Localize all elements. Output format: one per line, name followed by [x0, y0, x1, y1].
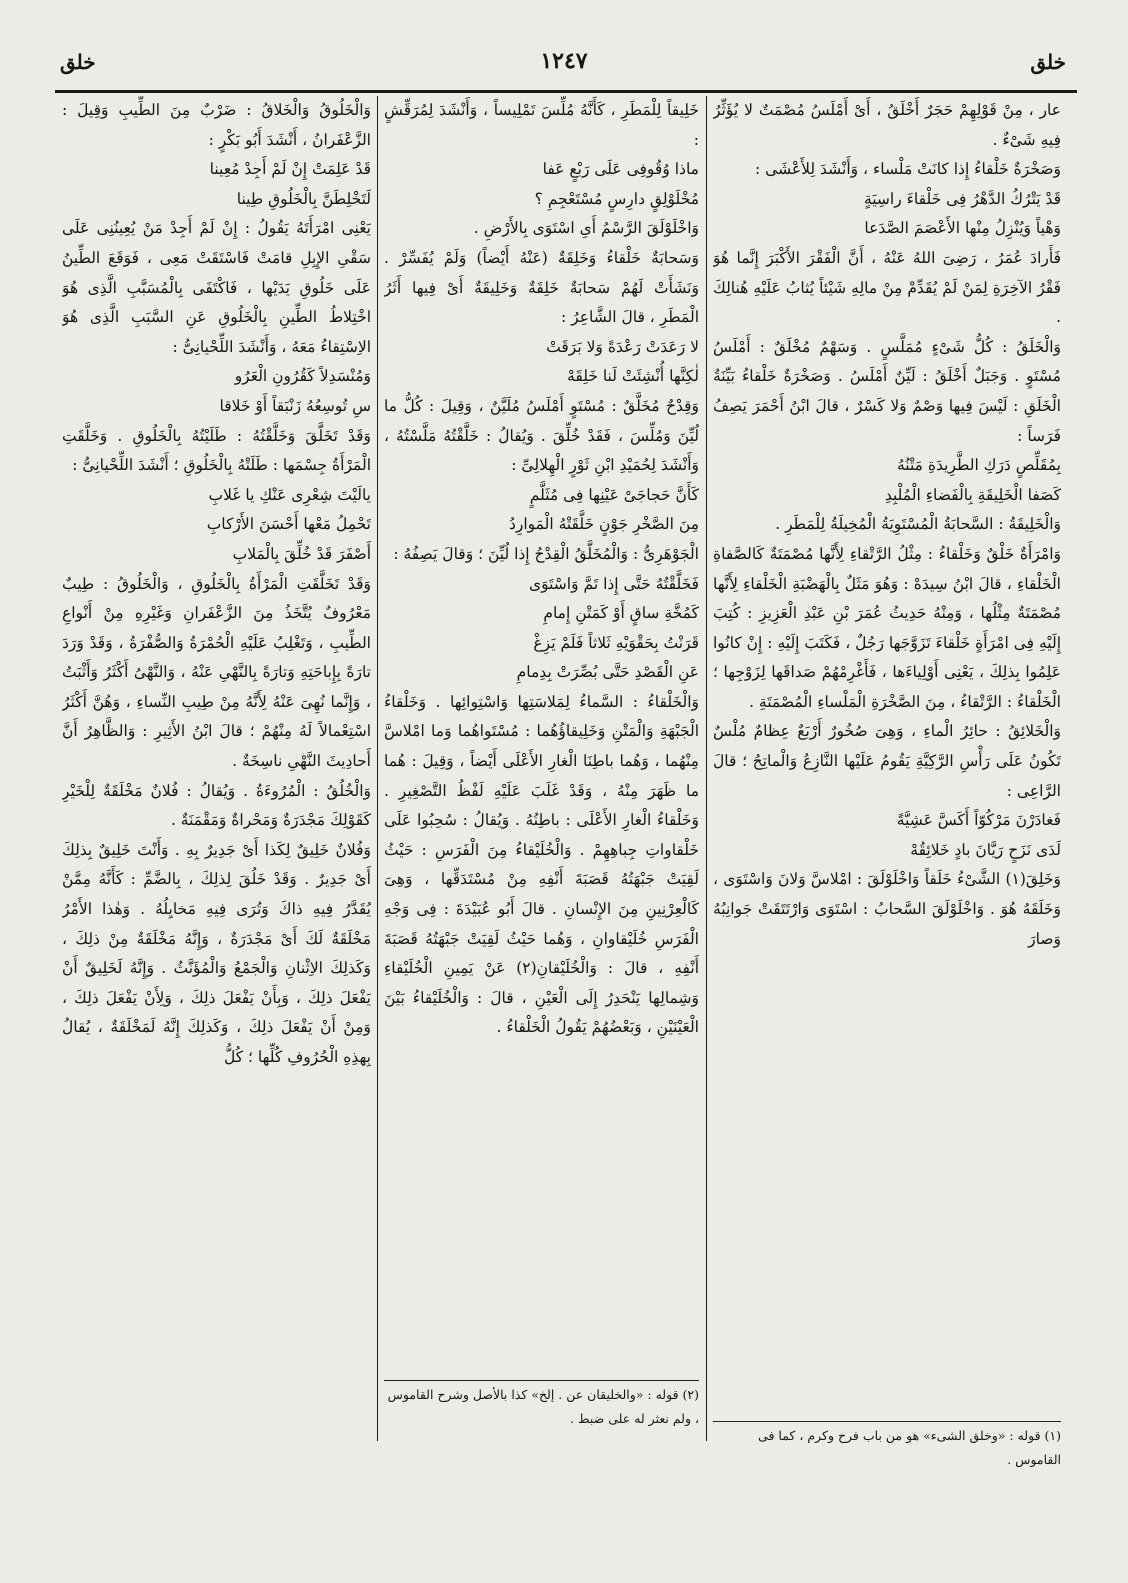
- text-line: وَقَدْ تَخَلَّقَ وَخَلَّقْتُهُ : طَلَيْتُهُ بِالْخَلُوقِ . وَخَلَّقَتِ الْمَرْأَةُ جِسْمَها : طَلَتْهُ بِالْخَلُوقِ ؛ أَنْشَدَ اللِّحْيانِىُّ :: [62, 426, 371, 475]
- text-line: قَدْ عَلِمَتْ إِنْ لَمْ أَجِدْ مُعِينا: [209, 160, 371, 179]
- text-line: يَعْنِى امْرَأَتَهُ يَقُولُ : إِنْ لَمْ أَجِدْ مَنْ يُعِينُنِى عَلَى سَقْىِ الإِبِلِ قامَتْ فَاسْتَقَتْ مَعِى ، فَوَقَعَ الطِّينُ عَلَى خَلُوقِ يَدَيْها ، فَاكْتَفَى بِالْمُسَبَّبِ الَّذِى هُوَ اخْتِلاطُ الطِّينِ بِالْخَلُوقِ عَنِ السَّبَبِ الَّذِى هُوَ الاِسْتِقاءُ مَعَهُ ، وَأَنْشَدَ اللِّحْيانِىُّ :: [62, 219, 371, 356]
- text-line: كَأَنَّ حَجاجَىْ عَيْنِها فِى مُثَلَّمٍ: [529, 485, 699, 504]
- text-line: لَدَى نَزَحٍ رَيَّانَ بادٍ خَلائِقُهْ: [910, 840, 1061, 859]
- footnote-middle: (٢) قوله : «والخليقان عن . إلخ» كذا بالأصل وشرح القاموس ، ولم نعثر له على ضبط .: [387, 1387, 699, 1426]
- text-line: وَمُنْسَدِلاً كَقُرُونِ الْعَرُو: [234, 367, 371, 386]
- headword-right: خلق: [1030, 50, 1066, 74]
- text-line: قَرَنْتُ بِحَقْوَيْهِ ثَلاثاً فَلَمْ يَزِغْ: [533, 633, 699, 652]
- text-line: أَصْفَرَ قَدْ خُلِّقَ بِالْمَلابِ: [232, 544, 371, 563]
- headword-left: خلق: [60, 50, 96, 74]
- text-line: وَسَحابَةٌ خَلْقاءُ وَخَلِقَةٌ (عَنْهُ أَيْضاً) وَلَمْ يُفَسِّرْ . وَنَشَأَتْ لَهُمْ سَحابَةٌ خَلِقَةٌ وَخَلِيقَةٌ أَىْ فِيها أَثَرُ الْمَطَرِ ، قالَ الشَّاعِرُ :: [384, 248, 699, 327]
- text-line: وَقَدْ تَخَلَّقَتِ الْمَرْأَةُ بِالْخَلُوقِ ، وَالْخَلُوقُ : طِيبٌ مَعْرُوفٌ يُتَّخَذُ مِنَ الزَّعْفَرانِ وَغَيْرِهِ مِنْ أَنْواعِ الطِّيبِ ، وَتَغْلِبُ عَلَيْهِ الْحُمْرَةُ وَالصُّفْرَةُ ، وَقَدْ وَرَدَ تارَةً بِإِباحَتِهِ وَتارَةً بِالنَّهْىِ عَنْهُ ، وَالنَّهْىُ أَكْثَرُ وَأَثْبَتُ ، وَإِنَّما نُهِىَ عَنْهُ لِأَنَّهُ مِنْ طِيبِ النِّساءِ ، وَهُنَّ أَكْثَرُ اسْتِعْمالاً لَهُ مِنْهُمْ ؛ قالَ ابْنُ الأَثِيرِ : وَالظَّاهِرُ أَنَّ أَحادِيثَ النَّهْىِ ناسِخَةٌ .: [62, 574, 371, 771]
- text-line: عار ، مِنْ قَوْلِهِمْ حَجَرٌ أَخْلَقُ ، أَىْ أَمْلَسُ مُصْمَتٌ لا يُؤَثِّرُ فِيهِ شَىْءٌ .: [713, 101, 1061, 149]
- text-line: ماذا وُقُوفِى عَلَى رَبْعٍ عَفا: [542, 160, 699, 179]
- text-line: وَالْخَلَقُ : كُلُّ شَىْءٍ مُمَلَّسٍ . وَسَهْمٌ مُخْلَقٌ : أَمْلَسُ مُسْتَوٍ . وَجَبَلٌ أَخْلَقُ : لَيِّنٌ أَمْلَسُ . وَصَخْرَةٌ خَلْقاءُ بَيِّنَةُ الْخَلَقِ : لَيْسَ فِيها وَصْمٌ وَلا كَسْرٌ ، قالَ ابْنُ أَحْمَرَ يَصِفُ فَرَساً :: [713, 337, 1061, 445]
- text-line: وَصَخْرَةٌ خَلْقاءُ إِذا كانَتْ مَلْساء ، وَأَنْشَدَ لِلأَعْشَى :: [755, 160, 1061, 179]
- page-number: ١٢٤٧: [540, 48, 588, 74]
- column-left: [62, 96, 371, 1566]
- text-line: سِ تُوسِعُهُ زَنْبَقاً أَوْ خَلاقا: [219, 396, 371, 415]
- text-line: فَغادَرْنَ مَرْكُوّاً أَكَسَّ عَشِيَّةً: [896, 811, 1061, 830]
- text-line: لا رَعَدَتْ رَعْدَةً وَلا بَرَقَتْ: [546, 337, 699, 356]
- footnote-rule: [384, 1380, 699, 1381]
- footnote-right: (١) قوله : «وخلق الشىء» هو من باب فرح وكرم ، كما فى القاموس .: [758, 1428, 1061, 1467]
- text-line: وَالْخُلُقُ : الْمُرُوءَةُ . وَيُقالُ : فُلانٌ مَخْلَقَةٌ لِلْخَيْرِ كَقَوْلِكَ مَجْدَرَةٌ وَمَحْراةٌ وَمَقْمَنَةٌ .: [62, 781, 371, 830]
- text-line: عَنِ الْقَصْدِ حَتَّى بُصِّرَتْ بِدِمامِ: [516, 663, 699, 682]
- text-line: كَمُخَّةِ ساقٍ أَوْ كَمَتْنِ إِمامِ: [543, 604, 699, 623]
- text-line: تَحْمِلُ مَعْها أَحْسَنَ الأَرْكابِ: [206, 515, 371, 534]
- column-divider: [706, 96, 707, 1441]
- footnote-rule: [713, 1421, 1061, 1422]
- text-line: لَتَخْلِطَنَّ بِالْخَلُوقِ طِينا: [236, 189, 371, 208]
- column-divider: [377, 96, 378, 1441]
- text-line: مِنَ الصَّخْرِ جَوْنٍ خَلَّقَتْهُ الْمَوارِدُ: [508, 515, 699, 534]
- text-line: خَلِيقاً لِلْمَطَرِ ، كَأَنَّهُ مُلِّسَ تَمْلِيساً ، وَأَنْشَدَ لِمُرَقِّشٍ :: [384, 101, 699, 149]
- text-line: بِمُقَلِّصٍ دَرَكِ الطَّرِيدَةِ مَتْنُهُ: [896, 456, 1061, 475]
- text-line: مُخْلَوْلِقٍ دارِسٍ مُسْتَعْجِمِ ؟: [534, 189, 699, 208]
- header-rule: [55, 90, 1077, 93]
- text-line: فَخَلَّقْتُهُ حَتَّى إِذا تَمَّ وَاسْتَوَى: [528, 574, 699, 593]
- text-line: وَامْرَأَةٌ خَلْقٌ وَخَلْقاءُ : مِثْلُ الرَّتْقاءِ لِأَنَّها مُصْمَتَةٌ كَالصَّفاةِ الْخَلْقاءِ ، قالَ ابْنُ سِيدَهْ : وَهُوَ مَثَلٌ بِالْهَضْبَةِ الْخَلْقاءِ لِأَنَّها مُصْمَتَةٌ مِثْلُها ، وَمِنْهُ حَدِيثُ عُمَرَ بْنِ عَبْدِ الْعَزِيزِ : كُتِبَ إِلَيْهِ فِى امْرَأَةٍ خَلْقاءَ تَزَوَّجَها رَجُلٌ ، فَكَتَبَ إِلَيْهِ : إِنْ كانُوا عَلِمُوا بِذلِكَ ، يَعْنِى أَوْلِياءَها ، فَأَغْرِمْهُمْ صَداقَها لِزَوْجِها ؛ الْخَلْقاءُ : الرَّتْقاءُ ، مِنَ الصَّخْرَةِ الْمَلْساءِ الْمُصْمَتَةِ .: [713, 544, 1061, 711]
- text-line: وَفُلانٌ خَلِيقٌ لِكَذا أَىْ جَدِيرٌ بِهِ . وَأَنْتَ خَلِيقٌ بِذلِكَ أَىْ جَدِيرٌ . وَقَدْ خَلُقَ لِذلِكَ ، بِالضَّمِّ : كَأَنَّهُ مِمَّنْ يُقَدَّرُ فِيهِ ذاكَ وَتُرَى فِيهِ مَخايِلُهُ . وَهٰذا الأَمْرُ مَخْلَقَةٌ لَكَ أَىْ مَجْدَرَةٌ ، وَإِنَّهُ مَخْلَقَةٌ مِنْ ذلِكَ ، وَكَذلِكَ الاِثْنانِ وَالْجَمْعُ وَالْمُؤَنَّثُ . وَإِنَّهُ لَخَلِيقٌ أَنْ يَفْعَلَ ذلِكَ ، وَبِأَنْ يَفْعَلَ ذلِكَ ، وَلِأَنْ يَفْعَلَ ذلِكَ ، وَمِنْ أَنْ يَفْعَلَ ذلِكَ ، وَكَذلِكَ إِنَّهُ لَمَخْلَقَةٌ ، يُقالُ بِهذِهِ الْحُرُوفِ كُلِّها ؛ كُلُّ: [62, 840, 371, 1066]
- text-line: وَقِدْحٌ مُخَلَّقٌ : مُسْتَوٍ أَمْلَسُ مُلَيَّنٌ ، وَقِيلَ : كُلُّ ما لُيِّنَ وَمُلِّسَ ، فَقَدْ خُلِّقَ . وَيُقالُ : خَلَّقْتُهُ مَلَّسْتُهُ ، وَأَنْشَدَ لِحُمَيْدِ ابْنِ ثَوْرٍ الْهِلالِىِّ :: [384, 396, 699, 475]
- text-line: لٰكِنَّها أُنْشِئَتْ لَنا خَلِقَهْ: [567, 367, 699, 386]
- text-line: وَالْخَلائِقُ : حائِرُ الْماءِ ، وَهِىَ صُخُورٌ أَرْبَعٌ عِظامٌ مُلْسٌ تَكُونُ عَلَى رَأْسِ الرَّكِيَّةِ يَقُومُ عَلَيْها النَّازِعُ وَالْماتِحُ ؛ قالَ الرَّاعِى :: [713, 722, 1061, 800]
- text-line: وَهْياً وَيُنْزِلُ مِنْها الأَعْصَمَ الصَّدَعا: [864, 219, 1061, 238]
- text-line: كَصَفا الْخَلِيقَةِ بِالْفَضاءِ الْمُلْبِدِ: [884, 485, 1061, 504]
- text-line: فَأَرادَ عُمَرُ ، رَضِىَ اللهُ عَنْهُ ، أَنَّ الْفَقْرَ الأَكْبَرَ إِنَّما هُوَ فَقْرُ الآخِرَةِ لِمَنْ لَمْ يُقَدِّمْ مِنْ مالِهِ شَيْئاً يُثابُ عَلَيْهِ هُنالِكَ .: [713, 248, 1061, 327]
- column-right: [713, 96, 1061, 1416]
- text-line: وَالْخَلِيقَةُ : السَّحابَةُ الْمُسْتَوِيَةُ الْمُخِيلَةُ لِلْمَطَرِ .: [775, 515, 1061, 534]
- text-line: وَالْخَلْقاءُ : السَّماءُ لِمَلاسَتِها وَاسْتِوائِها . وَخَلْقاءُ الْجَبْهَةِ وَالْمَتْنِ وَخَلِيقاؤُهُما : مُسْتَواهُما وَما امْلاسَّ مِنْهُما ، وَهُما باطِنَا الْغارِ الأَعْلَى أَيْضاً ، وَقِيلَ : هُما ما ظَهَرَ مِنْهُ ، وَقَدْ غَلَبَ عَلَيْهِ لَفْظُ التَّصْغِيرِ . وَخَلْقاءُ الْغارِ الأَعْلَى : باطِنُهُ . وَيُقالُ : سُحِبُوا عَلَى خَلْقاواتِ جِباهِهِمْ . وَالْخُلَيْقاءُ مِنَ الْفَرَسِ : حَيْثُ لَقِيَتْ جَبْهَتُهُ قَصَبَةَ أَنْفِهِ مِنْ مُسْتَدَقِّها ، وَهِىَ كَالْعِرْنِينِ مِنَ الإِنْسانِ . قالَ أَبُو عُبَيْدَةَ : فِى وَجْهِ الْفَرَسِ خُلَيْقاوانِ ، وَهُما حَيْثُ لَقِيَتْ جَبْهَتُهُ قَصَبَةَ أَنْفِهِ ، قالَ : وَالْخُلَيْقانِ(٢) عَنْ يَمِينِ الْخُلَيْقاءِ وَشِمالِها يَنْحَدِرُ إِلَى الْعَيْنِ ، قالَ : وَالْخُلَيْقاءُ بَيْنَ الْعَيْنَيْنِ ، وَبَعْضُهُمْ يَقُولُ الْخَلْقاءُ .: [384, 692, 699, 1037]
- column-middle: [384, 96, 699, 1376]
- text-line: الْجَوْهَرِىُّ : وَالْمُخَلَّقُ الْقِدْحُ إِذا لُيِّنَ ؛ وَقالَ يَصِفُهُ :: [393, 544, 699, 563]
- text-line: وَاخْلَوْلَقَ الرَّسْمُ أَىِ اسْتَوَى بِالأَرْضِ .: [473, 219, 699, 238]
- text-line: وَخَلِقَ(١) الشَّىْءُ خَلَقاً وَاخْلَوْلَقَ : امْلاسَّ وَلانَ وَاسْتَوَى ، وَخَلَقَهُ هُوَ . وَاخْلَوْلَقَ السَّحابُ : اسْتَوَى وَارْتَتَقَتْ جَوانِبُهُ وَصارَ: [713, 870, 1061, 948]
- text-line: يالَيْتَ شِعْرِى عَنْكِ يا غَلابِ: [208, 485, 371, 504]
- text-line: وَالْخَلُوقُ وَالْخَلاقُ : ضَرْبٌ مِنَ الطِّيبِ وَقِيلَ : الزَّعْفَرانُ ، أَنْشَدَ أَبُو بَكْرٍ :: [62, 101, 371, 149]
- text-line: قَدْ يَتْرُكُ الدَّهْرُ فِى خَلْقاءَ راسِيَةٍ: [863, 189, 1061, 208]
